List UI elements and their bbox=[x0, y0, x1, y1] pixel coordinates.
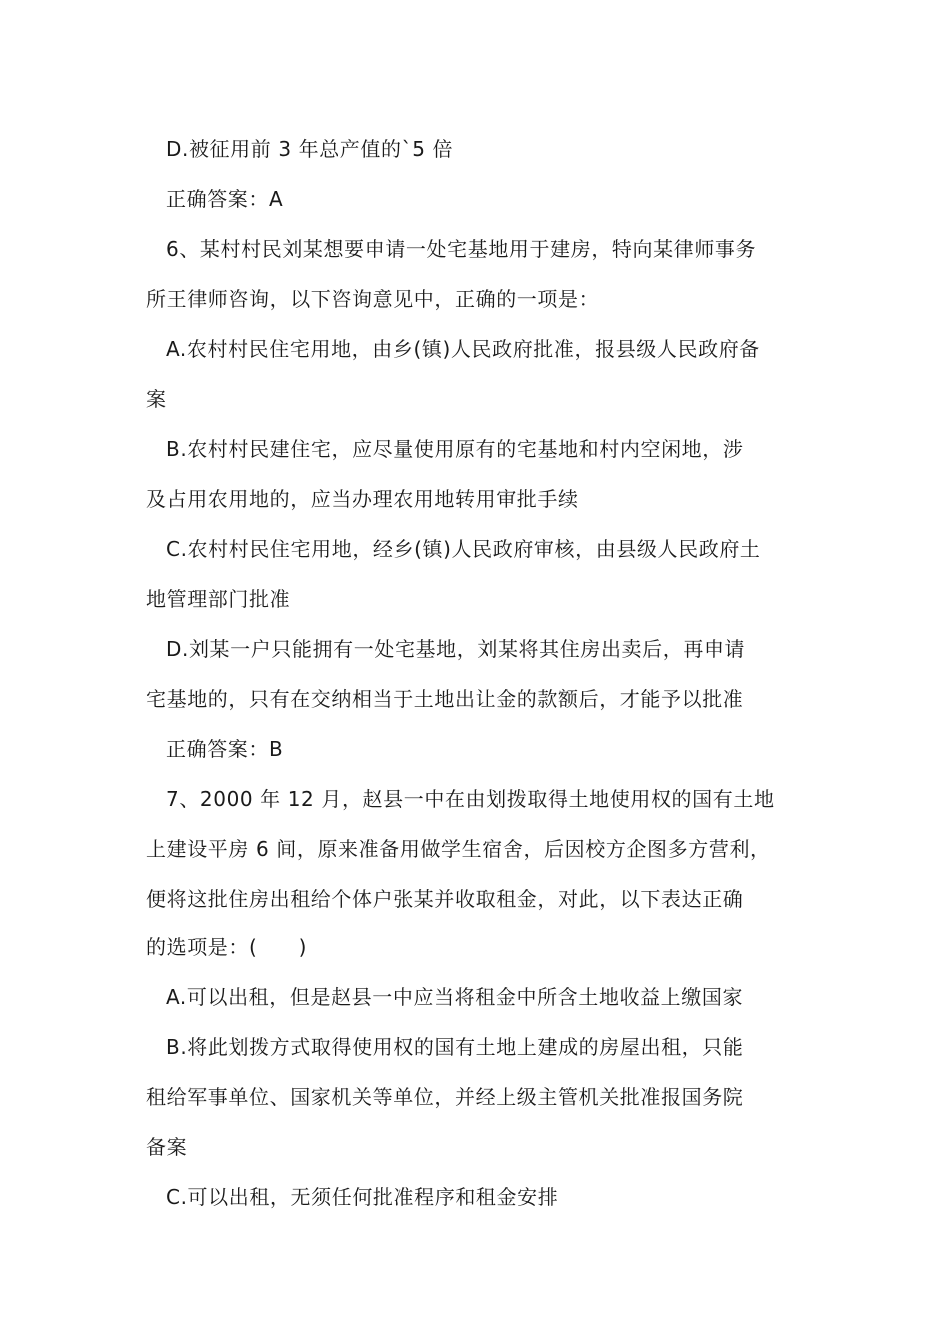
q7-option-b-line-2: 租给军事单位、国家机关等单位，并经上级主管机关批准报国务院 bbox=[146, 1085, 744, 1109]
q6-option-b-line-2: 及占用农用地的，应当办理农用地转用审批手续 bbox=[146, 487, 579, 511]
option-d-q5: D.被征用前 3 年总产值的`5 倍 bbox=[166, 137, 454, 161]
q6-option-c-line-1: C.农村村民住宅用地，经乡(镇)人民政府审核，由县级人民政府土 bbox=[166, 537, 761, 561]
question-7-line-1: 7、2000 年 12 月，赵县一中在由划拨取得土地使用权的国有土地 bbox=[166, 787, 775, 811]
q7-option-c: C.可以出租，无须任何批准程序和租金安排 bbox=[166, 1185, 559, 1209]
answer-q6: 正确答案：B bbox=[166, 737, 284, 761]
q7-option-a: A.可以出租，但是赵县一中应当将租金中所含土地收益上缴国家 bbox=[166, 985, 744, 1009]
q6-option-b-line-1: B.农村村民建住宅，应尽量使用原有的宅基地和村内空闲地，涉 bbox=[166, 437, 744, 461]
question-7-line-4: 的选项是：( ) bbox=[146, 935, 308, 959]
q6-option-d-line-2: 宅基地的，只有在交纳相当于土地出让金的款额后，才能予以批准 bbox=[146, 687, 744, 711]
q6-option-c-line-2: 地管理部门批准 bbox=[146, 587, 291, 611]
q6-option-d-line-1: D.刘某一户只能拥有一处宅基地，刘某将其住房出卖后，再申请 bbox=[166, 637, 746, 661]
answer-q5: 正确答案：A bbox=[166, 187, 284, 211]
q6-option-a-line-2: 案 bbox=[146, 387, 167, 411]
question-6-line-2: 所王律师咨询，以下咨询意见中，正确的一项是： bbox=[146, 287, 600, 311]
q7-option-b-line-1: B.将此划拨方式取得使用权的国有土地上建成的房屋出租，只能 bbox=[166, 1035, 744, 1059]
question-7-line-3: 便将这批住房出租给个体户张某并收取租金，对此，以下表达正确 bbox=[146, 887, 744, 911]
question-6-line-1: 6、某村村民刘某想要申请一处宅基地用于建房，特向某律师事务 bbox=[166, 237, 757, 261]
q7-option-b-line-3: 备案 bbox=[146, 1135, 188, 1159]
q6-option-a-line-1: A.农村村民住宅用地，由乡(镇)人民政府批准，报县级人民政府备 bbox=[166, 337, 760, 361]
question-7-line-2: 上建设平房 6 间，原来准备用做学生宿舍，后因校方企图多方营利， bbox=[146, 837, 771, 861]
